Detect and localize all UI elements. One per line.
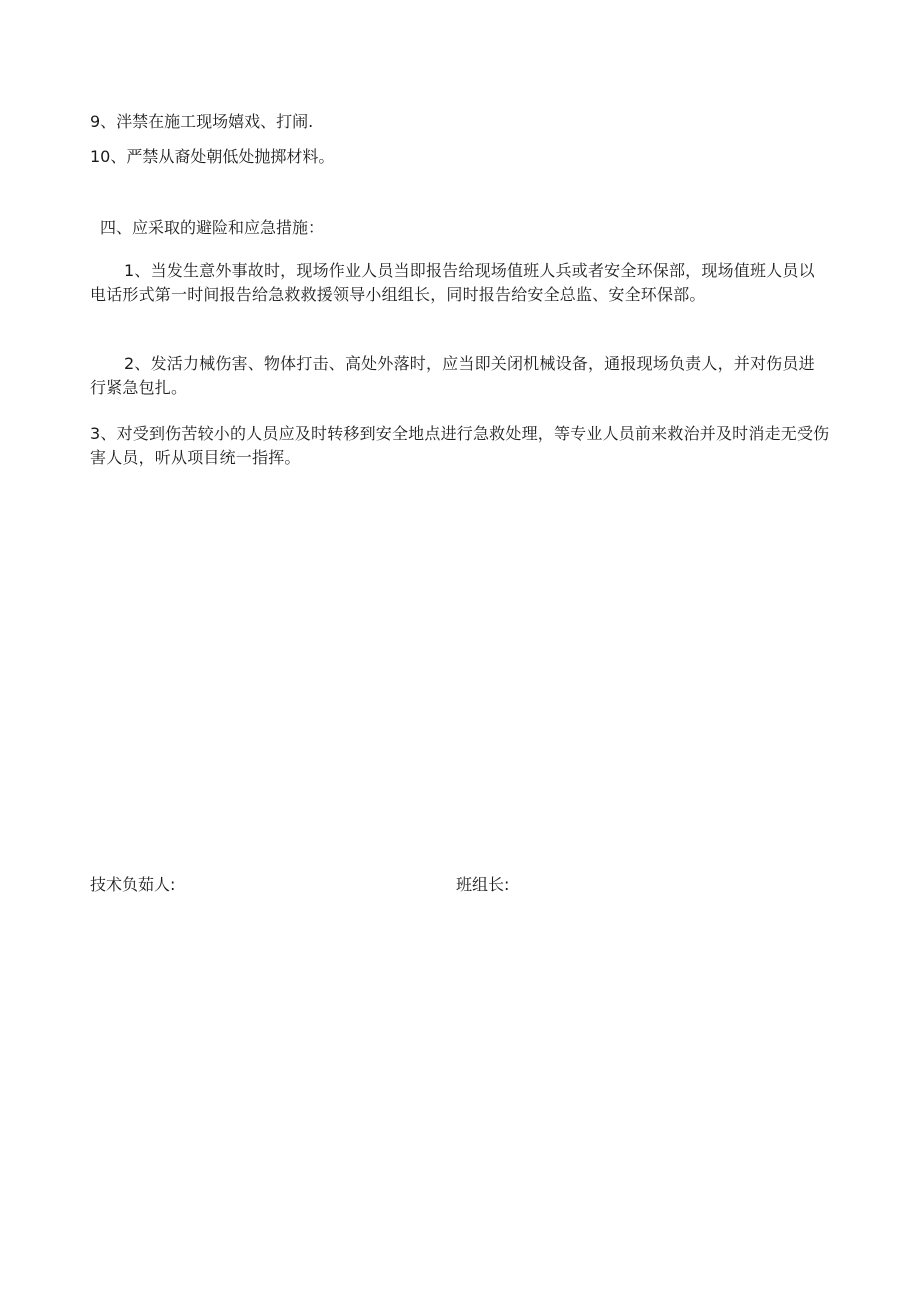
team-leader-signature-label: 班组长:: [456, 875, 510, 894]
measure-1: 1、当发生意外事故时，现场作业人员当即报告给现场值班人兵或者安全环保部，现场值班人员以电话形式第一时间报告给急救救援领导小组组长，同时报告给安全总监、安全环保部。: [90, 261, 815, 304]
measure-3: 3、对受到伤苦较小的人员应及时转移到安全地点进行急救处理，等专业人员前来救治并及时消走无受伤害人员，听从项目统一指挥。: [90, 424, 830, 467]
measure-2: 2、发活力械伤害、物体打击、高处外落时，应当即关闭机械设备，通报现场负责人，并对伤员进行紧急包扎。: [90, 354, 815, 397]
section-heading: 四、应采取的避险和应急措施：: [100, 218, 325, 237]
rule-item-9: 9、泮禁在施工现场嬉戏、打闹.: [90, 112, 314, 131]
tech-lead-signature-label: 技术负茹人:: [90, 875, 176, 894]
rule-item-10: 10、严禁从裔处朝低处抛掷材料。: [90, 147, 335, 166]
